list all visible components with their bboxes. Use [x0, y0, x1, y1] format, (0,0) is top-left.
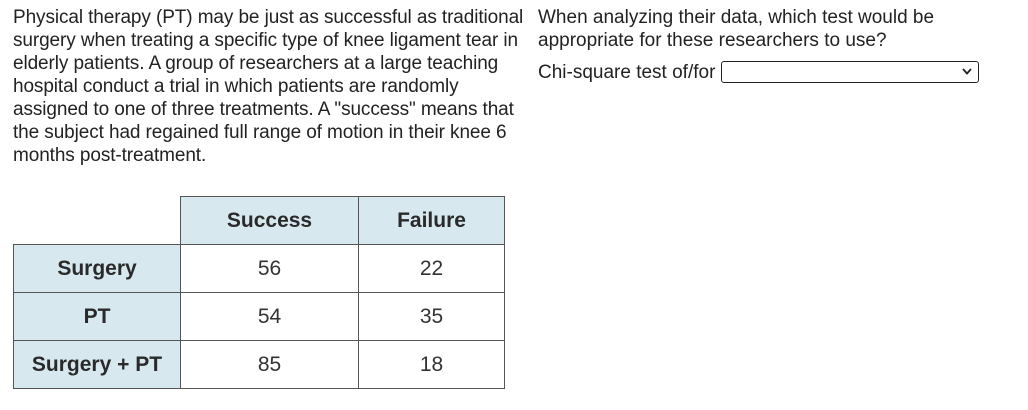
question-panel — [538, 6, 1008, 85]
question-text: When analyzing their data, which test would be appropriate for these researchers to use? — [538, 7, 935, 51]
cell-surgery-failure: 22 — [359, 245, 505, 293]
contingency-table — [13, 196, 505, 389]
cell-pt-success: 54 — [181, 293, 359, 341]
row-header-surgery-pt: Surgery + PT — [14, 341, 181, 389]
cell-surgery-success: 56 — [181, 245, 359, 293]
intro-paragraph: Physical therapy (PT) may be just as successful as traditional surgery when treating a specific type of knee ligament tear in elderly patients. A group of researchers at a large teaching hospital conduct a trial in which patients are randomly assigned to one of three treatments. A "success" means that the subject had regained full range of motion in their knee 6 months post-treatment. — [13, 7, 524, 166]
test-type-dropdown[interactable] — [721, 61, 979, 83]
column-header-success: Success — [181, 197, 359, 245]
table-row — [14, 341, 505, 389]
cell-surgery-pt-success: 85 — [181, 341, 359, 389]
chevron-down-icon — [962, 68, 972, 75]
table-row — [14, 293, 505, 341]
table-header-row — [14, 197, 505, 245]
row-header-surgery: Surgery — [14, 245, 181, 293]
problem-statement — [13, 6, 528, 167]
cell-surgery-pt-failure: 18 — [359, 341, 505, 389]
row-header-pt: PT — [14, 293, 181, 341]
column-header-failure: Failure — [359, 197, 505, 245]
table-row — [14, 245, 505, 293]
answer-prefix-label: Chi-square test of/for — [538, 61, 716, 83]
cell-pt-failure: 35 — [359, 293, 505, 341]
table-corner-cell — [14, 197, 181, 245]
answer-row — [538, 59, 1008, 85]
